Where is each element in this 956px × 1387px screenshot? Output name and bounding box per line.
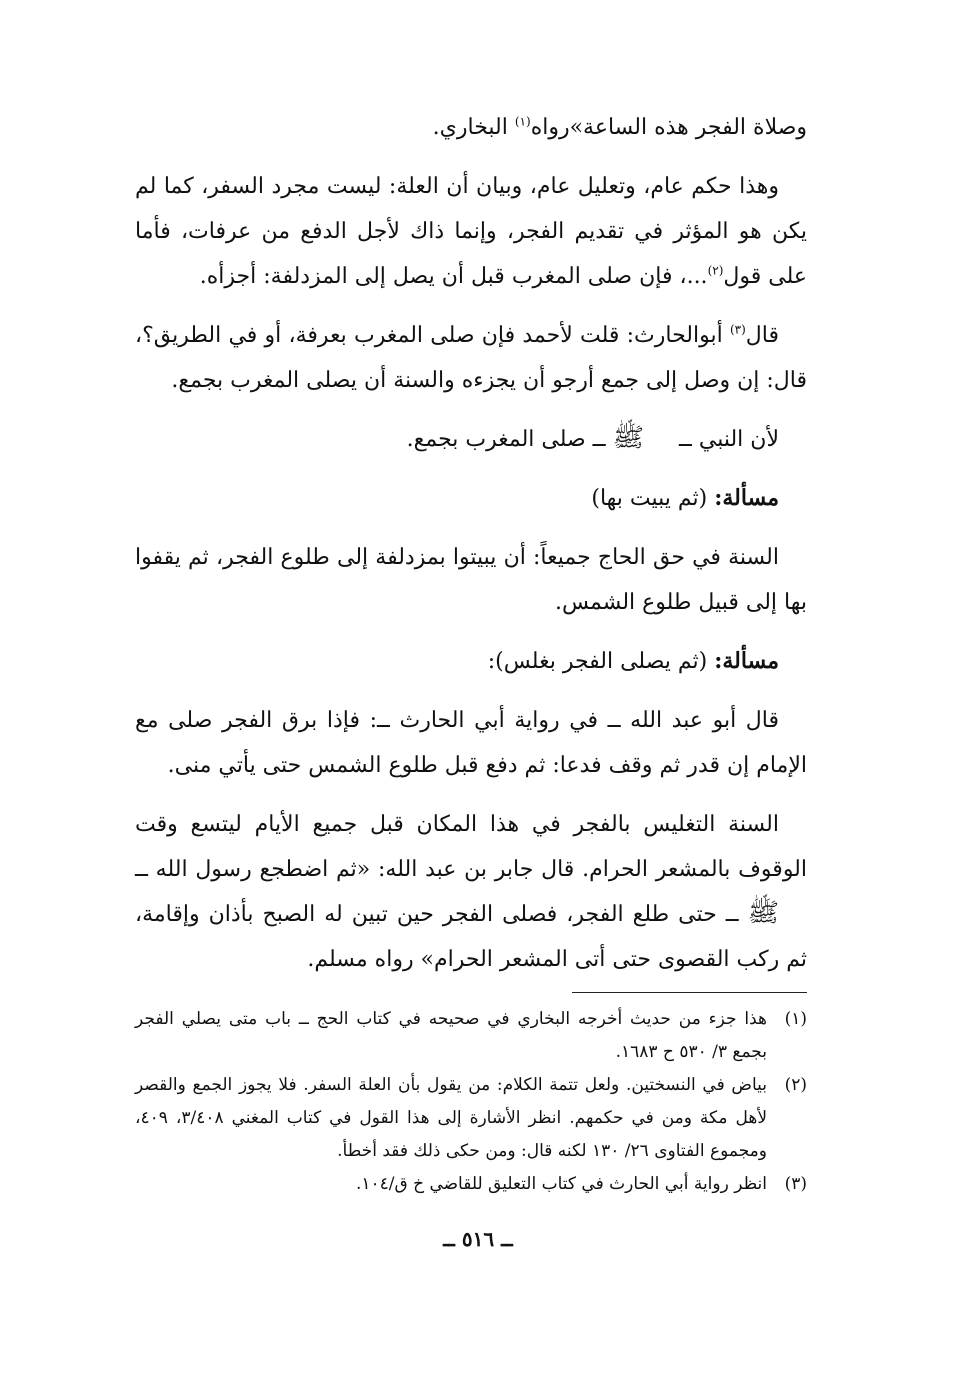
paragraph-4: لأن النبي ــ ﷺ ــ صلى المغرب بجمع.	[406, 423, 779, 453]
footnote-1	[135, 1003, 807, 1069]
paragraph-2: وهذا حكم عام، وتعليل عام، وبيان أن العلة: ليست مجرد السفر، كما لم يكن هو المؤثر في تقديم الفجر، وإنما ذاك لأجل الدفع من عرفات، فأما على قول$^{(٢)}$...، فإن صلى المغرب قبل أن يصل إلى المزدلفة: أجزأه.	[135, 174, 807, 289]
page-body	[135, 105, 807, 1201]
masala-label: مسألة:	[714, 485, 779, 511]
masala-2: مسألة: (ثم يصلى الفجر بغلس):	[487, 648, 779, 674]
masala-1: مسألة: (ثم يبيت بها)	[591, 485, 779, 511]
footnote-2	[135, 1069, 807, 1168]
footnote-ref-1[interactable]: (١)	[514, 114, 531, 129]
footnote-3	[135, 1168, 807, 1201]
footnote-number: (٣)	[784, 1174, 807, 1194]
footnote-text: هذا جزء من حديث أخرجه البخاري في صحيحه في كتاب الحج ــ باب متى يصلي الفجر بجمع ٣/ ٥٣٠ ح ١٦٨٣.	[135, 1009, 767, 1062]
paragraph-9: السنة التغليس بالفجر في هذا المكان قبل جميع الأيام ليتسع وقت الوقوف بالمشعر الحرام. قال جابر بن عبد الله: «ثم اضطجع رسول الله ــ ﷺ ــ حتى طلع الفجر، فصلى الفجر حين تبين له الصبح بأذان وإقامة، ثم ركب القصوى حتى أتى المشعر الحرام» رواه مسلم.	[135, 812, 807, 972]
page-number: ــ ٥١٦ ــ	[443, 1227, 513, 1251]
footnote-ref-2[interactable]: (٢)	[707, 263, 724, 278]
salawat-glyph: ﷺ	[612, 423, 644, 453]
footnote-number: (١)	[784, 1009, 807, 1029]
paragraph-1: وصلاة الفجر هذه الساعة»رواه$^{(١)}$ البخاري.	[432, 114, 807, 140]
footnote-text: بياض في النسختين. ولعل تتمة الكلام: من يقول بأن العلة السفر. فلا يجوز الجمع والقصر لأهل مكة ومن في حكمهم. انظر الأشارة إلى هذا القول في كتاب المغني ٣/٤٠٨، ٤٠٩، ومجموع الفتاوى ٢٦/ ١٣٠ لكنه قال: ومن حكى ذلك فقد أخطأ.	[135, 1075, 768, 1161]
masala-label: مسألة:	[714, 648, 779, 674]
salawat-glyph: ﷺ	[747, 898, 779, 928]
paragraph-3: قال$^{(٣)}$ أبوالحارث: قلت لأحمد فإن صلى المغرب بعرفة، أو في الطريق؟، قال: إن وصل إلى جمع أرجو أن يجزءه والسنة أن يصلى المغرب بجمع.	[135, 322, 807, 393]
footnote-ref-3[interactable]: (٣)	[729, 322, 746, 337]
paragraph-6: السنة في حق الحاج جميعاً: أن يبيتوا بمزدلفة إلى طلوع الفجر، ثم يقفوا بها إلى قبيل طلوع الشمس.	[135, 545, 807, 615]
footnote-text: انظر رواية أبي الحارث في كتاب التعليق للقاضي خ ق/١٠٤.	[355, 1174, 767, 1194]
paragraph-8: قال أبو عبد الله ــ في رواية أبي الحارث ــ: فإذا برق الفجر صلى مع الإمام إن قدر ثم وقف فدعا: ثم دفع قبل طلوع الشمس حتى يأتي منى.	[135, 708, 807, 778]
footnote-number: (٢)	[784, 1075, 807, 1095]
footnote-separator	[572, 992, 807, 993]
